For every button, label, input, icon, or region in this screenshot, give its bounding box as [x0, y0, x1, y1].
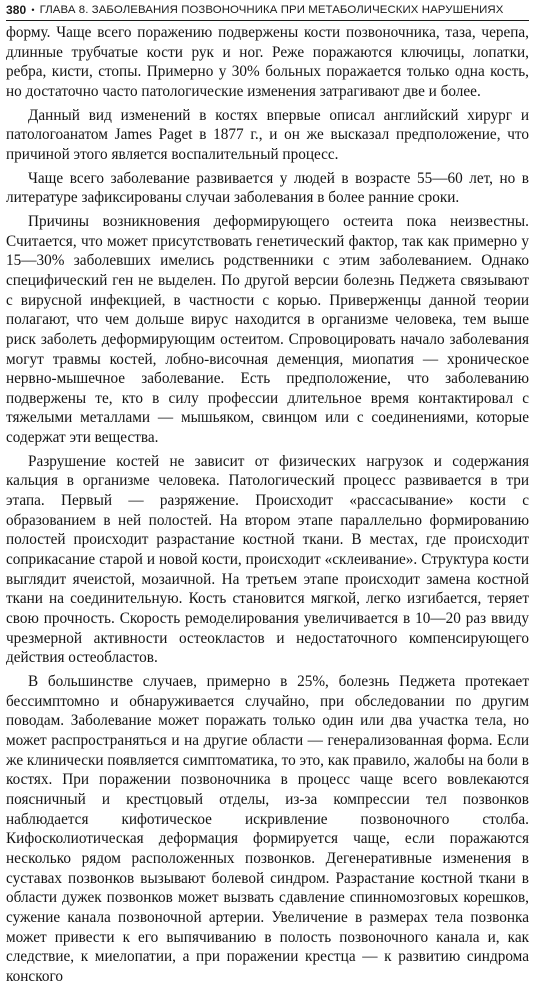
body-text [6, 23, 529, 987]
header-bullet: • [31, 5, 35, 15]
paragraph: Причины возникновения деформирующего остеита пока неизвестны. Считается, что может присутствовать генетический фактор, так как примерно у 15—30% заболевших имелись родственники с этим заболеванием. Однако специфический ген не выделен. По другой версии болезнь Педжета связывают с вирусной инфекцией, в частности с корью. Приверженцы данной теории полагают, что чем дольше вирус находится в организме человека, тем выше риск заболеть деформирующим остеитом. Спровоцировать начало заболевания могут травмы костей, лобно-височная деменция, миопатия — хроническое нервно-мышечное заболевание. Есть предположение, что заболеванию подвержены те, кто в силу профессии длительное время контактировал с тяжелыми металлами — мышьяком, свинцом или с соединениями, которые содержат эти вещества. [6, 212, 529, 447]
chapter-title: ГЛАВА 8. ЗАБОЛЕВАНИЯ ПОЗВОНОЧНИКА ПРИ МЕТАБОЛИЧЕСКИХ НАРУШЕНИЯХ [39, 4, 504, 16]
paragraph: форму. Чаще всего поражению подвержены кости позвоночника, таза, черепа, длинные трубчатые кости рук и ног. Реже поражаются ключицы, лопатки, ребра, кисти, стопы. Примерно у 30% больных поражается только одна кость, но достаточно часто патологические изменения затрагивают две и более. [6, 24, 529, 100]
paragraph: Данный вид изменений в костях впервые описал английский хирург и патологоанатом James Paget в 1877 г., и он же высказал предположение, что причиной этого является воспалительный процесс. [6, 106, 529, 163]
page-number: 380 [6, 3, 27, 17]
running-head [6, 0, 529, 20]
header-rule [6, 20, 529, 21]
paragraph: Чаще всего заболевание развивается у людей в возрасте 55—60 лет, но в литературе зафиксированы случаи заболевания в более ранние сроки. [6, 169, 529, 207]
paragraph: Разрушение костей не зависит от физических нагрузок и содержания кальция в организме человека. Патологический процесс развивается в три этапа. Первый — разряжение. Происходит «рассасывание» кости с образованием в ней полостей. На втором этапе параллельно формированию полостей происходит разрастание костной ткани. В местах, где происходит соприкасание старой и новой кости, происходит «склеивание». Структура кости выглядит ячеистой, мозаичной. На третьем этапе происходит замена костной ткани на соединительную. Кость становится мягкой, легко изгибается, теряет свою прочность. Скорость ремоделирования увеличивается в 10—20 раз ввиду чрезмерной активности остеокластов и недостаточного компенсирующего действия остеобластов. [6, 452, 529, 667]
paragraph: В большинстве случаев, примерно в 25%, болезнь Педжета протекает бессимптомно и обнаруживается случайно, при обследовании по другим поводам. Заболевание может поражать только один или два участка тела, но может распространяться и на другие области — генерализованная форма. Если же клинически появляется симптоматика, то это, как правило, жалобы на боли в костях. При поражении позвоночника в процесс чаще всего вовлекаются поясничный и крестцовый отделы, из-за компрессии тел позвонков наблюдается кифотическое искривление позвоночного столба. Кифосколиотическая деформация формируется чаще, если поражаются несколько рядом расположенных позвонков. Дегенеративные изменения в суставах позвонков вызывают болевой синдром. Разрастание костной ткани в области дужек позвонков может вызвать сдавление спинномозговых корешков, сужение канала позвоночной артерии. Увеличение в размерах тела позвонка может привести к его выпячиванию в полость позвоночного канала и, как следствие, к миелопатии, а при поражении крестца — к развитию синдрома конского [6, 673, 529, 985]
